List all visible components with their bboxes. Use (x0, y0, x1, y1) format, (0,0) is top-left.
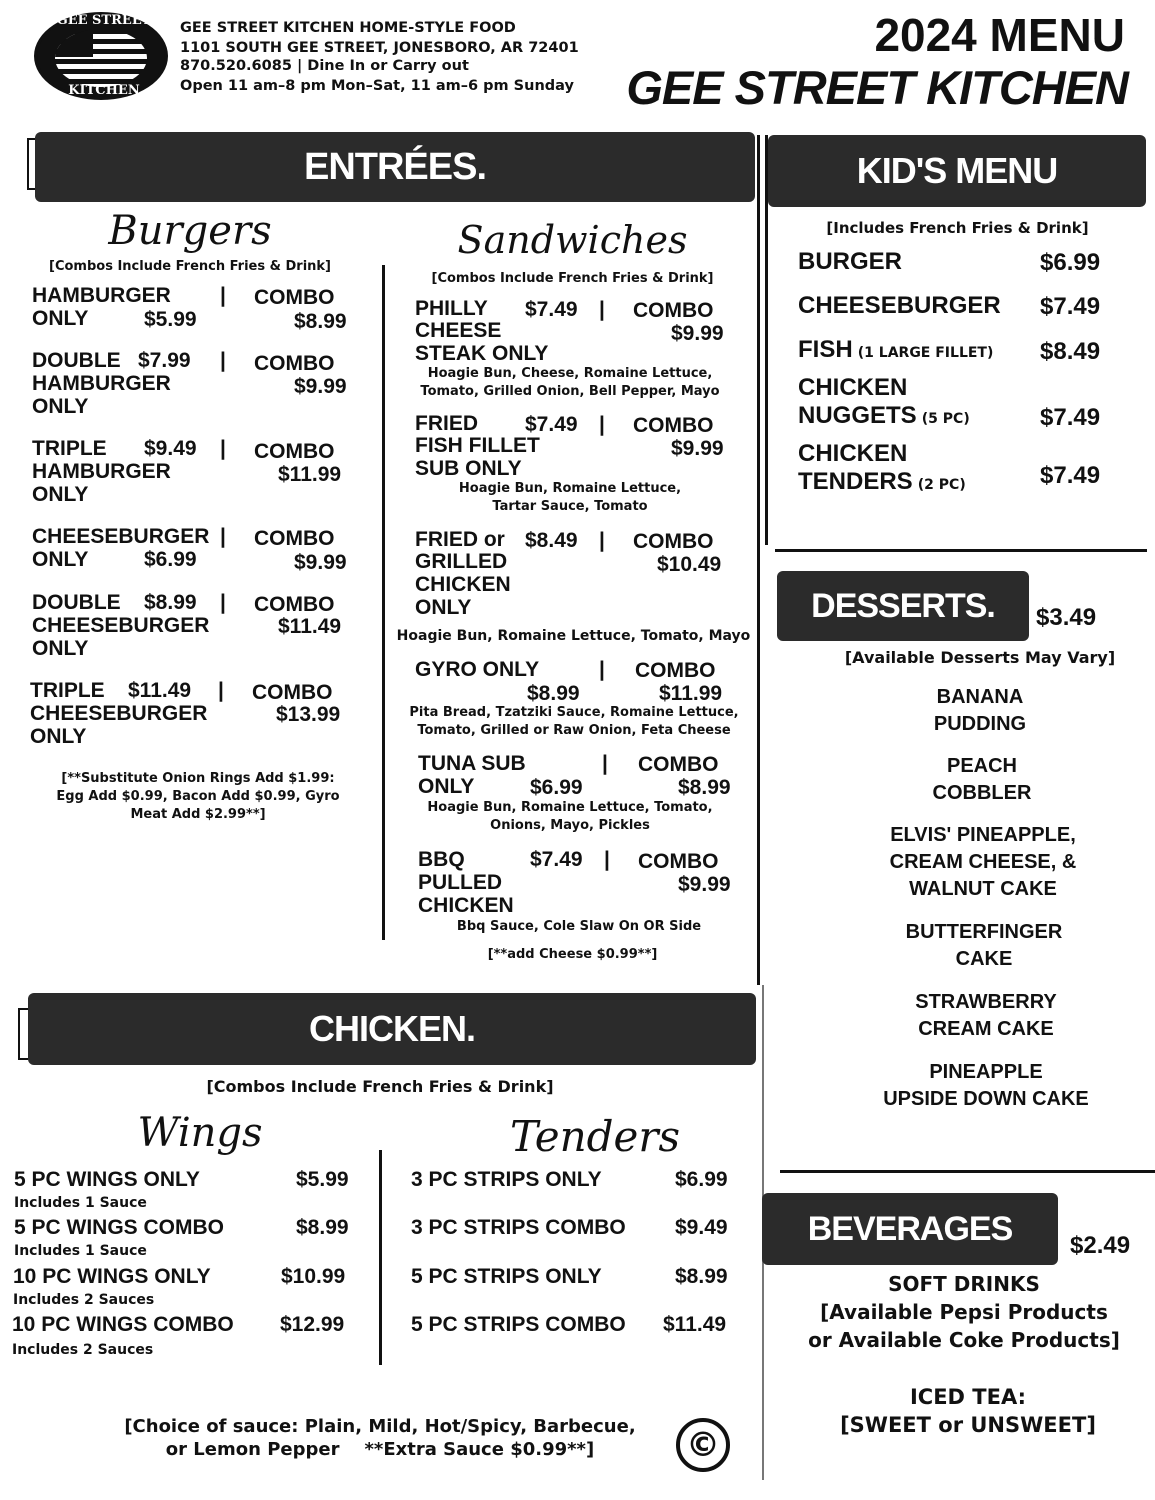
kids-note: [Includes French Fries & Drink] (826, 219, 1089, 237)
burger-name: TRIPLE (32, 437, 107, 460)
burger-combo-price: $13.99 (276, 703, 341, 726)
entrees-right-border (757, 135, 760, 985)
kids-bottom-rule (775, 549, 1147, 552)
burger-price: $11.49 (128, 679, 192, 702)
cheese-add-note: [**add Cheese $0.99**] (487, 947, 658, 962)
desserts-price: $3.49 (1036, 604, 1097, 631)
wing-name: 5 PC WINGS COMBO (14, 1216, 225, 1239)
burger-combo-price: $11.49 (278, 615, 342, 638)
entrees-heading: ENTRÉES. (35, 132, 755, 202)
burger-item: DOUBLE $8.99 | COMBO CHEESEBURGER $11.49 ONLY (32, 591, 342, 660)
kids-item-name: CHICKEN (798, 374, 908, 401)
tender-price: $8.99 (675, 1265, 728, 1288)
wing-price: $10.99 (281, 1265, 346, 1288)
sandwich-desc: Hoagie Bun, Romaine Lettuce, Tartar Sauce, Tomato (458, 481, 682, 514)
tender-item (411, 1216, 741, 1244)
flag-icon (55, 29, 147, 87)
burger-item: TRIPLE $11.49 | COMBO CHEESEBURGER $13.99 ONLY (30, 679, 341, 748)
sandwich-price: $7.49 (530, 848, 583, 871)
sandwich-combo-price: $11.99 (659, 682, 723, 705)
kids-item-name: FISH (798, 336, 853, 363)
entrees-bar-edge (27, 138, 35, 190)
sauce-note-line2: or Lemon Pepper **Extra Sauce $0.99**] (165, 1439, 595, 1460)
sandwich-item-fish: FRIED $7.49 | COMBO FISH FILLET $9.99 SUB ONLY Hoagie Bun, Romaine Lettuce, Tartar Sauce, Tomato (415, 412, 724, 514)
burger-name: DOUBLE (32, 591, 121, 614)
chicken-column-divider (379, 1150, 382, 1365)
logo (34, 12, 168, 100)
burgers-combo-note: [Combos Include French Fries & Drink] (49, 259, 331, 274)
dessert-item: PINEAPPLE UPSIDE DOWN CAKE (883, 1061, 1089, 1110)
tender-price: $6.99 (675, 1168, 728, 1191)
wing-item (14, 1216, 359, 1262)
sandwich-desc: Hoagie Bun, Romaine Lettuce, Tomato, Mayo (396, 628, 751, 644)
tender-item (411, 1265, 741, 1293)
iced-tea-label: ICED TEA: (909, 1385, 1027, 1409)
wing-item (12, 1313, 357, 1361)
wing-sauce-note: Includes 2 Sauces (13, 1292, 155, 1308)
restaurant-title: GEE STREET KITCHEN (626, 61, 1128, 114)
business-phone: 870.520.6085 | Dine In or Carry out (180, 58, 469, 74)
sandwich-price: $7.49 (525, 413, 578, 436)
dessert-item: PEACH COBBLER (932, 755, 1032, 804)
desserts-note: [Available Desserts May Vary] (844, 648, 1116, 667)
beverages-price: $2.49 (1070, 1232, 1131, 1259)
beverages-heading: BEVERAGES (762, 1193, 1058, 1265)
wing-price: $12.99 (280, 1313, 345, 1336)
wing-price: $5.99 (296, 1168, 349, 1191)
kids-item-name: BURGER (798, 248, 903, 275)
burger-combo-price: $8.99 (294, 310, 347, 333)
logo-bottom-text: KITCHEN (68, 83, 140, 98)
combo-label: COMBO (254, 286, 335, 309)
dessert-item: BUTTERFINGER CAKE (905, 921, 1063, 970)
kids-item-price: $7.49 (1040, 404, 1101, 431)
kids-item-fish (798, 336, 1038, 364)
burger-price: $7.99 (138, 349, 191, 372)
tender-name: 5 PC STRIPS COMBO (411, 1313, 626, 1336)
kids-item-price: $7.49 (1040, 462, 1101, 489)
chicken-heading: CHICKEN. (28, 993, 756, 1065)
sandwich-desc: Pita Bread, Tzatziki Sauce, Romaine Lettuce, Tomato, Grilled or Raw Onion, Feta Cheese (409, 705, 739, 738)
sandwich-price: $8.49 (525, 529, 578, 552)
tender-item (411, 1313, 741, 1341)
menu-year: 2024 MENU (874, 9, 1125, 61)
wing-sauce-note: Includes 1 Sauce (14, 1243, 147, 1259)
sandwich-item-tuna: TUNA SUB | COMBO ONLY $6.99 $8.99 (418, 752, 731, 799)
chicken-bar-edge (18, 1008, 28, 1060)
burger-item: DOUBLE $7.99 | COMBO HAMBURGER $9.99 ONLY (32, 349, 347, 418)
sandwich-combo-price: $9.99 (671, 437, 724, 460)
sandwich-combo-price: $9.99 (678, 873, 731, 896)
kids-item-price: $8.49 (1040, 338, 1101, 365)
tender-name: 3 PC STRIPS ONLY (411, 1168, 602, 1191)
burger-item: TRIPLE $9.49 | COMBO HAMBURGER $11.99 ONLY (32, 437, 342, 506)
tender-price: $11.49 (663, 1313, 727, 1336)
tender-item (411, 1168, 741, 1196)
sandwich-combo-price: $9.99 (671, 322, 724, 345)
soft-drinks-label: SOFT DRINKS (888, 1272, 1040, 1296)
wing-name: 5 PC WINGS ONLY (14, 1168, 200, 1191)
business-name: GEE STREET KITCHEN HOME-STYLE FOOD (180, 20, 516, 36)
kids-item-price: $6.99 (1040, 249, 1101, 276)
kids-item-price: $7.49 (1040, 293, 1101, 320)
wing-name: 10 PC WINGS ONLY (13, 1265, 211, 1288)
kids-item-name: CHEESEBURGER (798, 292, 1001, 319)
sandwich-desc: Hoagie Bun, Cheese, Romaine Lettuce, Tomato, Grilled Onion, Bell Pepper, Mayo (420, 366, 720, 399)
burger-name: DOUBLE (32, 349, 121, 372)
kids-heading: KID'S MENU (768, 135, 1146, 207)
wings-title: Wings (137, 1110, 263, 1156)
business-hours: Open 11 am–8 pm Mon–Sat, 11 am–6 pm Sunday (180, 78, 574, 94)
desserts-bottom-rule (780, 1170, 1155, 1173)
burger-price: $9.49 (144, 437, 197, 460)
tender-name: 3 PC STRIPS COMBO (411, 1216, 626, 1239)
wing-name: 10 PC WINGS COMBO (12, 1313, 234, 1336)
sandwich-item-bbq: BBQ $7.49 | COMBO PULLED $9.99 CHICKEN (418, 848, 731, 917)
burger-price: $8.99 (144, 591, 197, 614)
dessert-item: BANANA PUDDING (933, 686, 1027, 735)
wing-item (13, 1265, 358, 1311)
burger-item: HAMBURGER | COMBO ONLY $5.99 $8.99 (32, 284, 347, 333)
burger-substitutions: [**Substitute Onion Rings Add $1.99: Egg Add $0.99, Bacon Add $0.99, Gyro Meat Add $2.99**] (56, 771, 340, 822)
burger-name: HAMBURGER (32, 284, 171, 307)
burger-column-divider (382, 265, 385, 940)
desserts-heading: DESSERTS. (777, 571, 1029, 641)
kids-item-nuggets: NUGGETS (5 PC) (798, 402, 970, 429)
sandwich-price: $8.99 (527, 682, 580, 705)
burger-combo-price: $11.99 (278, 463, 342, 486)
soft-drinks-note-2: or Available Coke Products] (808, 1328, 1120, 1352)
sandwiches-combo-note: [Combos Include French Fries & Drink] (431, 271, 714, 286)
burger-name: TRIPLE (30, 679, 105, 702)
sandwich-price: $7.49 (525, 298, 578, 321)
wing-price: $8.99 (296, 1216, 349, 1239)
sauce-note-line1: [Choice of sauce: Plain, Mild, Hot/Spicy, Barbecue, (124, 1416, 636, 1437)
burger-name: CHEESEBURGER (32, 525, 210, 548)
sandwich-desc: Hoagie Bun, Romaine Lettuce, Tomato, Onions, Mayo, Pickles (427, 800, 713, 833)
sandwich-item-philly: PHILLY $7.49 | COMBO CHEESE $9.99 STEAK ONLY Hoagie Bun, Cheese, Romaine Lettuce, Tomato, Grilled Onion, Bell Pepper, Mayo (415, 297, 750, 407)
burger-item: CHEESEBURGER | COMBO ONLY $6.99 $9.99 (32, 525, 347, 574)
kids-item-detail: (1 LARGE FILLET) (857, 345, 994, 361)
sandwich-item-gyro: GYRO ONLY | COMBO $8.99 $11.99 (415, 658, 723, 705)
kids-item-tenders: TENDERS (2 PC) (798, 468, 966, 495)
burger-price: $5.99 (144, 308, 197, 331)
sandwiches-title: Sandwiches (457, 218, 688, 262)
sandwich-combo-price: $10.49 (657, 553, 722, 576)
kids-item-name: CHICKEN (798, 440, 908, 467)
tender-price: $9.49 (675, 1216, 728, 1239)
wing-sauce-note: Includes 2 Sauces (12, 1342, 154, 1358)
iced-tea-note: [SWEET or UNSWEET] (840, 1413, 1096, 1437)
sandwich-item-chicken: FRIED or $8.49 | COMBO GRILLED $10.49 CHICKEN ONLY (415, 528, 722, 619)
soft-drinks-note-1: [Available Pepsi Products (820, 1300, 1108, 1324)
wing-item (14, 1168, 359, 1214)
burger-price: $6.99 (144, 548, 197, 571)
sandwich-price: $6.99 (530, 776, 583, 799)
kids-left-border (765, 135, 768, 545)
copyright-icon: © (676, 1418, 730, 1472)
logo-top-text: GEE STREET (56, 13, 152, 28)
wing-sauce-note: Includes 1 Sauce (14, 1195, 147, 1211)
burger-combo-price: $9.99 (294, 551, 347, 574)
sandwich-combo-price: $8.99 (678, 776, 731, 799)
tender-name: 5 PC STRIPS ONLY (411, 1265, 602, 1288)
business-address: 1101 SOUTH GEE STREET, JONESBORO, AR 72401 (180, 40, 579, 56)
tenders-title: Tenders (509, 1112, 681, 1161)
sandwich-desc: Bbq Sauce, Cole Slaw On OR Side (456, 919, 702, 934)
burgers-title: Burgers (108, 208, 272, 254)
dessert-item: ELVIS' PINEAPPLE, CREAM CHEESE, & WALNUT CAKE (889, 824, 1077, 900)
chicken-combo-note: [Combos Include French Fries & Drink] (206, 1077, 554, 1096)
dessert-item: STRAWBERRY CREAM CAKE (915, 991, 1057, 1040)
burger-combo-price: $9.99 (294, 375, 347, 398)
